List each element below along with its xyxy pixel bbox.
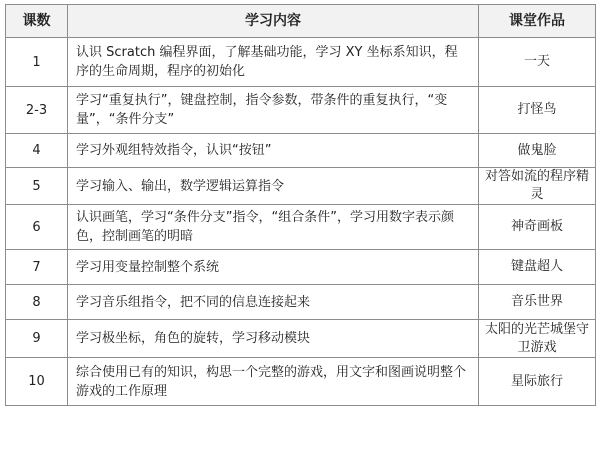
table-row (6, 38, 596, 87)
lesson-content: 学习“重复执行”，键盘控制，指令参数，带条件的重复执行，“变量”，“条件分支” (68, 87, 479, 134)
table-row (6, 358, 596, 406)
lesson-content: 认识画笔，学习“条件分支”指令，“组合条件”，学习用数字表示颜色，控制画笔的明暗 (68, 205, 479, 250)
lesson-work: 太阳的光芒城堡守卫游戏 (479, 320, 596, 358)
lesson-number: 5 (6, 168, 68, 205)
lesson-content: 学习极坐标，角色的旋转，学习移动模块 (68, 320, 479, 358)
table-row (6, 285, 596, 320)
lesson-content: 认识 Scratch 编程界面，了解基础功能，学习 XY 坐标系知识，程序的生命周期，程序的初始化 (68, 38, 479, 87)
lesson-work: 一天 (479, 38, 596, 87)
table-row (6, 320, 596, 358)
lesson-content: 学习音乐组指令，把不同的信息连接起来 (68, 285, 479, 320)
header-work: 课堂作品 (479, 5, 596, 38)
lesson-number: 1 (6, 38, 68, 87)
lesson-work: 打怪鸟 (479, 87, 596, 134)
table-row (6, 134, 596, 168)
lesson-number: 8 (6, 285, 68, 320)
lesson-work: 星际旅行 (479, 358, 596, 406)
lesson-content: 综合使用已有的知识，构思一个完整的游戏，用文字和图画说明整个游戏的工作原理 (68, 358, 479, 406)
lesson-number: 6 (6, 205, 68, 250)
lesson-number: 4 (6, 134, 68, 168)
curriculum-table (5, 4, 596, 406)
lesson-number: 9 (6, 320, 68, 358)
lesson-content: 学习外观组特效指令，认识“按钮” (68, 134, 479, 168)
header-content: 学习内容 (68, 5, 479, 38)
lesson-work: 神奇画板 (479, 205, 596, 250)
header-lesson: 课数 (6, 5, 68, 38)
lesson-number: 7 (6, 250, 68, 285)
lesson-content: 学习用变量控制整个系统 (68, 250, 479, 285)
header-row (6, 5, 596, 38)
lesson-work: 做鬼脸 (479, 134, 596, 168)
lesson-work: 对答如流的程序精灵 (479, 168, 596, 205)
table-row (6, 168, 596, 205)
lesson-number: 2-3 (6, 87, 68, 134)
lesson-work: 音乐世界 (479, 285, 596, 320)
lesson-work: 键盘超人 (479, 250, 596, 285)
table-row (6, 87, 596, 134)
table-row (6, 250, 596, 285)
lesson-content: 学习输入、输出，数学逻辑运算指令 (68, 168, 479, 205)
lesson-number: 10 (6, 358, 68, 406)
table-row (6, 205, 596, 250)
